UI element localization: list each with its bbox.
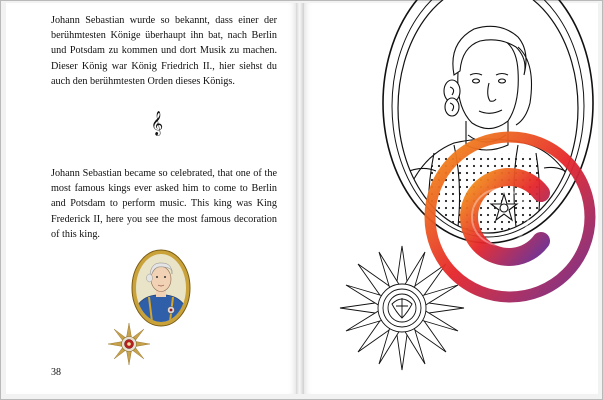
order-star-small — [106, 321, 152, 367]
right-page — [304, 3, 598, 394]
english-paragraph: Johann Sebastian became so celebrated, that one of the most famous kings ever asked him to come to Berlin and Potsdam to perform music. This king was King Frederick II, here you see the most famous decoration of this king. — [51, 168, 277, 240]
copyright-icon — [414, 121, 603, 321]
book-spine — [296, 3, 304, 394]
german-paragraph: Johann Sebastian wurde so bekannt, dass einer der berühmtesten Könige überhaupt ihn bat, nach Berlin und Potsdam zu kommen und dort Musik zu machen. Dieser König war König Friedrich II., hier siehst du auch den berühmtesten Orden dieses Königs. — [51, 15, 277, 87]
treble-clef-icon: 𝄞 — [150, 111, 164, 135]
page-number: 38 — [51, 367, 61, 378]
left-page — [6, 3, 296, 394]
king-portrait-miniature — [131, 248, 191, 328]
